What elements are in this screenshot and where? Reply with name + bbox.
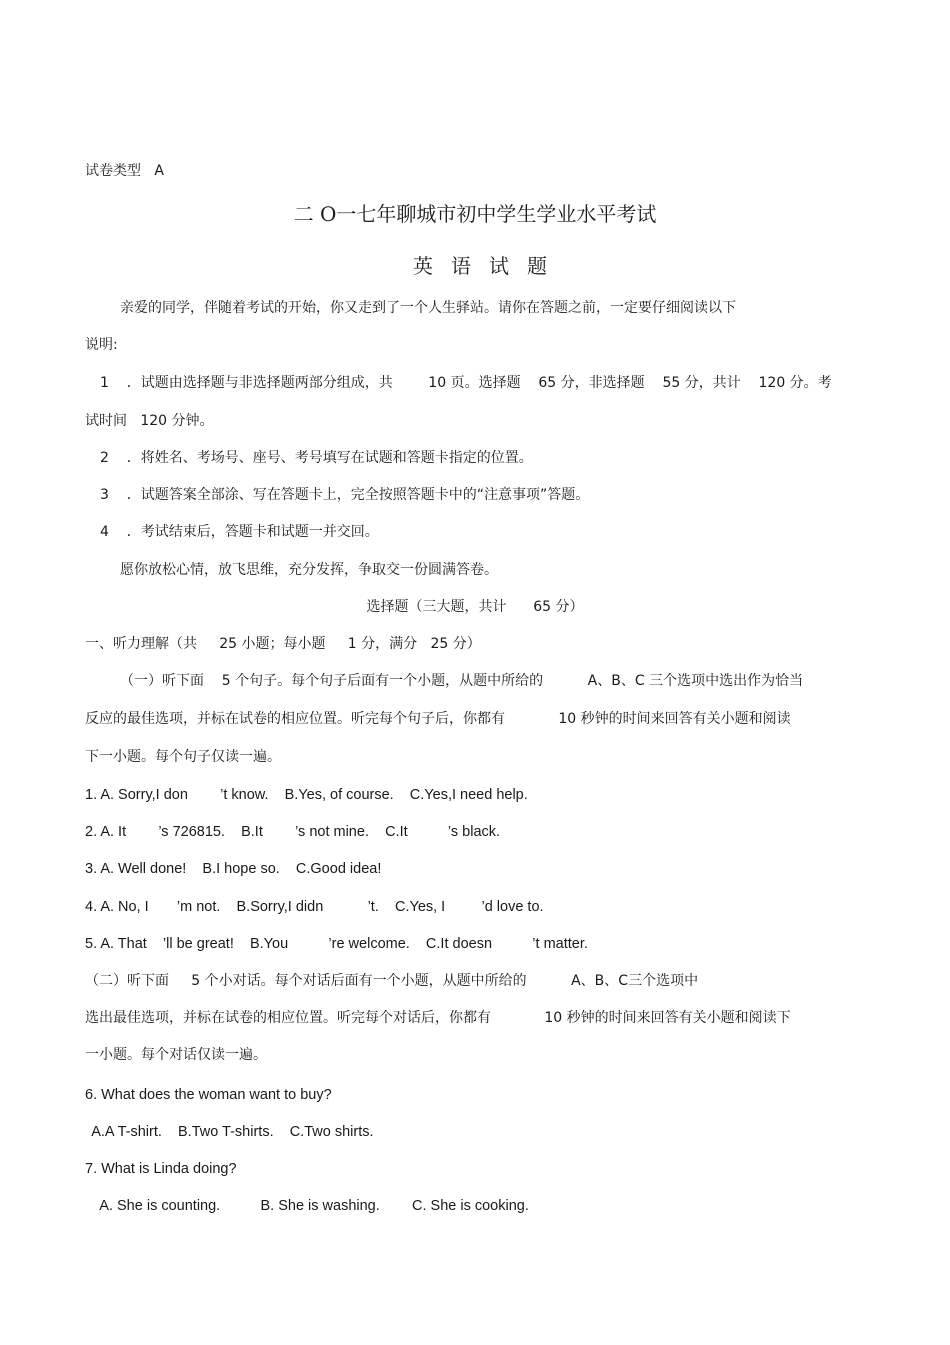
question-3: 3. A. Well done! B.I hope so. C.Good idea! <box>85 861 382 877</box>
part1-sub2-line-b: 选出最佳选项，并标在试卷的相应位置。听完每个对话后，你都有 10 秒钟的时间来回答有关小题和阅读下 <box>85 1010 791 1026</box>
instruction-1a: 1 ．试题由选择题与非选择题两部分组成，共 10 页。选择题 65 分，非选择题 55 分，共计 120 分。考 <box>100 375 832 391</box>
part1-heading: 一、听力理解（共 25 小题；每小题 1 分，满分 25 分） <box>85 636 481 652</box>
instruction-3: 3 ．试题答案全部涂、写在答题卡上，完全按照答题卡中的“注意事项”答题。 <box>100 487 590 503</box>
question-7: 7. What is Linda doing? <box>85 1161 237 1177</box>
intro-line-2: 说明: <box>85 337 118 353</box>
part1-sub1-line-b: 反应的最佳选项，并标在试卷的相应位置。听完每个句子后，你都有 10 秒钟的时间来回答有关小题和阅读 <box>85 711 791 727</box>
question-7-options: A. She is counting. B. She is washing. C. She is cooking. <box>88 1198 529 1214</box>
instruction-4: 4 ．考试结束后，答题卡和试题一并交回。 <box>100 524 379 540</box>
wish-line: 愿你放松心情，放飞思维，充分发挥，争取交一份圆满答卷。 <box>120 562 498 578</box>
question-2: 2. A. It ’s 726815. B.It ’s not mine. C.It ’s black. <box>85 824 501 840</box>
question-6: 6. What does the woman want to buy? <box>85 1087 332 1103</box>
question-1: 1. A. Sorry,I don ’t know. B.Yes, of course. C.Yes,I need help. <box>85 787 528 803</box>
intro-line-1: 亲爱的同学，伴随着考试的开始，你又走到了一个人生驿站。请你在答题之前，一定要仔细阅读以下 <box>120 300 736 316</box>
question-5: 5. A. That ’ll be great! B.You ’re welcome. C.It doesn ’t matter. <box>85 936 588 952</box>
question-6-options: A.A T-shirt. B.Two T-shirts. C.Two shirts. <box>88 1124 374 1140</box>
exam-title: 二 O一七年聊城市初中学生学业水平考试 <box>293 202 657 226</box>
instruction-1b: 试时间 120 分钟。 <box>85 413 214 429</box>
part1-sub1-line-c: 下一小题。每个句子仅读一遍。 <box>85 749 281 765</box>
part1-sub2-line-a: （二）听下面 5 个小对话。每个对话后面有一个小题，从题中所给的 A、B、C三个选项中 <box>85 973 699 989</box>
exam-subtitle: 英语试题 <box>413 254 565 278</box>
part1-sub1-line-a: （一）听下面 5 个句子。每个句子后面有一个小题，从题中所给的 A、B、C 三个选项中选出作为恰当 <box>120 673 804 689</box>
question-4: 4. A. No, I ’m not. B.Sorry,I didn ’t. C.Yes, I ’d love to. <box>85 899 544 915</box>
paper-type-label: 试卷类型 A <box>85 163 164 179</box>
section-heading: 选择题（三大题，共计 65 分） <box>366 599 584 615</box>
instruction-2: 2 ．将姓名、考场号、座号、考号填写在试题和答题卡指定的位置。 <box>100 450 533 466</box>
part1-sub2-line-c: 一小题。每个对话仅读一遍。 <box>85 1047 267 1063</box>
